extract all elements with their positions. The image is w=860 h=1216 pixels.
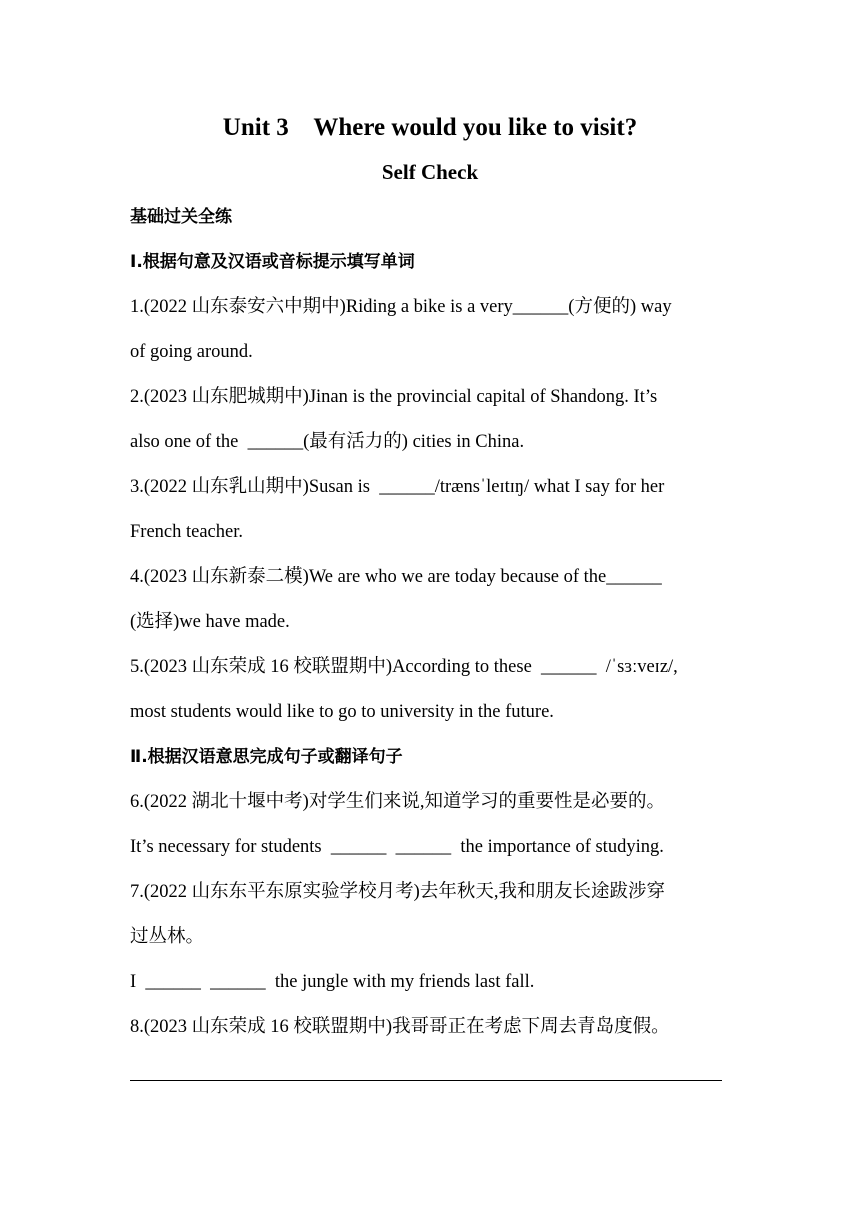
page-title: Unit 3 Where would you like to visit?	[222, 114, 638, 141]
question-5-line-1: 5.(2023 山东荣成 16 校联盟期中)According to these ______ /ˈsɜːveɪz/,	[130, 657, 678, 677]
question-3-line-1: 3.(2022 山东乳山期中)Susan is ______/trænsˈleɪtɪŋ/ what I say for her	[130, 477, 665, 497]
question-7-line-1: 7.(2022 山东东平东原实验学校月考)去年秋天,我和朋友长途跋涉穿	[130, 882, 665, 902]
question-2-line-2: also one of the ______(最有活力的) cities in China.	[130, 432, 525, 452]
part2-heading: Ⅱ.根据汉语意思完成句子或翻译句子	[130, 747, 403, 767]
question-3-line-2: French teacher.	[130, 522, 243, 542]
question-4-line-2: (选择)we have made.	[130, 612, 290, 632]
section-heading: 基础过关全练	[130, 207, 232, 227]
question-8-line-1: 8.(2023 山东荣成 16 校联盟期中)我哥哥正在考虑下周去青岛度假。	[130, 1017, 670, 1037]
question-6-line-2: It’s necessary for students ______ ______ the importance of studying.	[130, 837, 664, 857]
question-5-line-2: most students would like to go to university in the future.	[130, 702, 554, 722]
page-subtitle: Self Check	[381, 160, 479, 184]
question-2-line-1: 2.(2023 山东肥城期中)Jinan is the provincial capital of Shandong. It’s	[130, 387, 658, 407]
question-7-line-3: I ______ ______ the jungle with my friends last fall.	[130, 972, 535, 992]
question-4-line-1: 4.(2023 山东新泰二模)We are who we are today because of the______	[130, 567, 662, 587]
question-1-line-2: of going around.	[130, 342, 253, 362]
answer-line	[130, 1080, 722, 1081]
part1-heading: Ⅰ.根据句意及汉语或音标提示填写单词	[130, 252, 415, 272]
question-1-line-1: 1.(2022 山东泰安六中期中)Riding a bike is a very______(方便的) way	[130, 297, 672, 317]
question-7-line-2: 过丛林。	[130, 927, 205, 947]
question-6-line-1: 6.(2022 湖北十堰中考)对学生们来说,知道学习的重要性是必要的。	[130, 792, 665, 812]
